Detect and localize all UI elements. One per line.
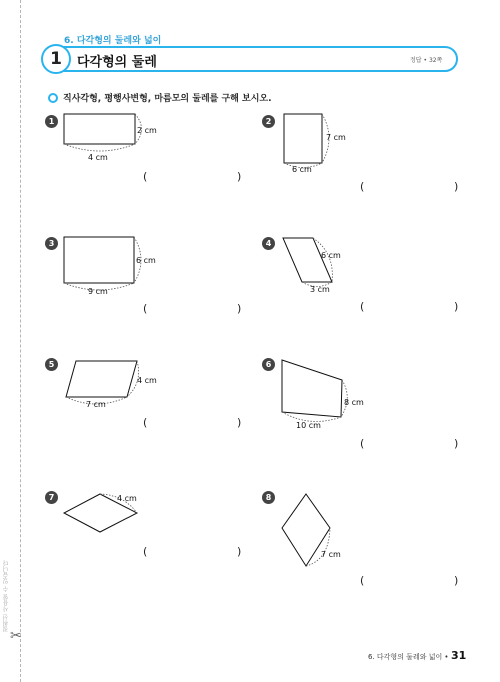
label-4-side: 6 cm (321, 251, 341, 260)
label-6-base: 10 cm (296, 421, 321, 430)
answer-7-open: ( (143, 545, 148, 558)
label-1-width: 4 cm (88, 153, 108, 162)
figure-5-parallelogram (66, 361, 137, 397)
problem-number-5: 5 (45, 358, 58, 371)
label-3-height: 6 cm (136, 256, 156, 265)
page-number: 31 (451, 649, 467, 662)
answer-8-open: ( (360, 574, 365, 587)
page-title: 다각형의 둘레 (77, 55, 157, 70)
label-5-base: 7 cm (86, 400, 106, 409)
label-2-width: 6 cm (292, 165, 312, 174)
answer-5-open: ( (143, 416, 148, 429)
answer-4-close: ) (454, 300, 459, 313)
problem-number-2: 2 (262, 115, 275, 128)
problem-number-7: 7 (45, 491, 58, 504)
problem-number-4: 4 (262, 237, 275, 250)
label-8-side: 7 cm (321, 550, 341, 559)
label-3-width: 9 cm (88, 287, 108, 296)
label-5-side: 4 cm (137, 376, 157, 385)
answer-7-close: ) (237, 545, 242, 558)
answer-6-close: ) (454, 437, 459, 450)
label-4-base: 3 cm (310, 285, 330, 294)
problem-number-3: 3 (45, 237, 58, 250)
figure-4-parallelogram (283, 238, 332, 282)
answer-reference: 정답 • 32쪽 (410, 57, 443, 64)
problem-number-6: 6 (262, 358, 275, 371)
answer-2-close: ) (454, 180, 459, 193)
answer-3-open: ( (143, 302, 148, 315)
answer-5-close: ) (237, 416, 242, 429)
answer-3-close: ) (237, 302, 242, 315)
figure-6-parallelogram (282, 360, 342, 417)
section-label: 6. 다각형의 둘레와 넓이 (64, 36, 162, 46)
answer-1-close: ) (237, 170, 242, 183)
cut-line-note: 절취선 사용할 수 있습니다 (3, 560, 10, 632)
answer-1-open: ( (143, 170, 148, 183)
lesson-number-badge: 1 (41, 44, 71, 74)
answer-6-open: ( (360, 437, 365, 450)
footer-section: 6. 다각형의 둘레와 넓이 • (368, 653, 449, 661)
label-1-height: 2 cm (137, 126, 157, 135)
figure-1-rectangle (64, 114, 135, 144)
problem-number-8: 8 (262, 491, 275, 504)
answer-4-open: ( (360, 300, 365, 313)
figure-3-rectangle (64, 237, 134, 283)
answer-2-open: ( (360, 180, 365, 193)
answer-8-close: ) (454, 574, 459, 587)
label-7-side: 4 cm (117, 494, 137, 503)
problem-number-1: 1 (45, 115, 58, 128)
instruction-text: 직사각형, 평행사변형, 마름모의 둘레를 구해 보시오. (63, 94, 272, 104)
label-2-height: 7 cm (326, 133, 346, 142)
scissors-icon: ✂ (10, 628, 22, 644)
label-6-side: 8 cm (344, 398, 364, 407)
figure-2-rectangle (284, 114, 322, 163)
